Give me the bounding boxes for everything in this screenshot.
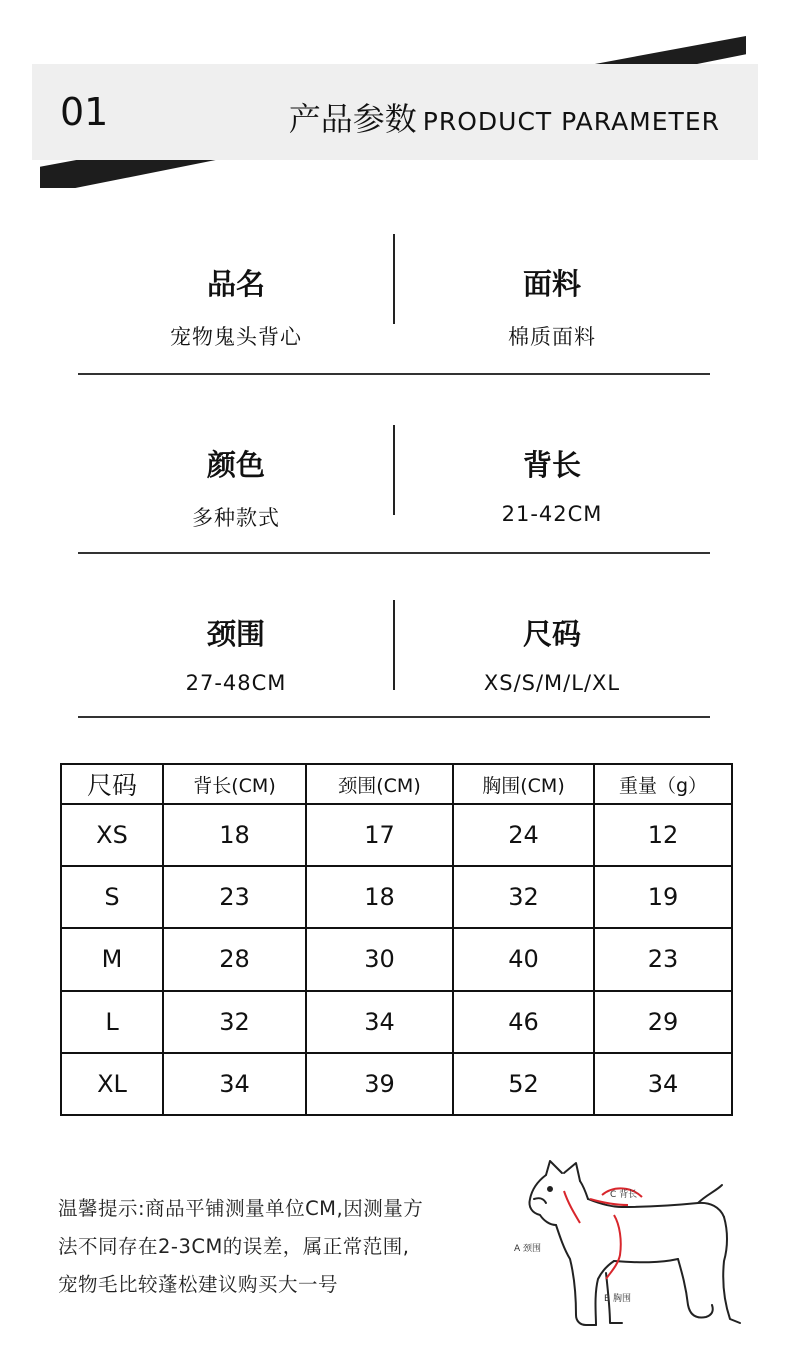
param-label: 面料: [522, 267, 581, 301]
param-color-cell: [78, 443, 394, 532]
param-label: 品名: [206, 267, 265, 301]
param-value: 21-42CM: [501, 502, 603, 526]
table-cell: 28: [163, 928, 306, 990]
label-neck: A 颈围: [514, 1244, 542, 1254]
measurement-note: [58, 1190, 498, 1304]
table-row: [61, 991, 732, 1053]
param-value: 27-48CM: [185, 671, 287, 695]
table-cell: XS: [61, 804, 163, 866]
column-divider: [393, 425, 395, 515]
section-title: [289, 94, 720, 140]
param-name-cell: [78, 262, 394, 351]
table-cell: XL: [61, 1053, 163, 1115]
dog-outline-icon: [529, 1161, 740, 1325]
table-cell: 34: [306, 991, 453, 1053]
param-value: XS/S/M/L/XL: [483, 671, 621, 695]
table-cell: 52: [453, 1053, 594, 1115]
table-row: [61, 804, 732, 866]
table-row: [61, 1053, 732, 1115]
table-header: 胸围(CM): [453, 764, 594, 804]
section-title-en: PRODUCT PARAMETER: [422, 107, 720, 136]
table-cell: 23: [163, 866, 306, 928]
table-header: 重量（g）: [594, 764, 732, 804]
section-title-cn: 产品参数: [288, 100, 417, 138]
table-row: [61, 928, 732, 990]
table-cell: 12: [594, 804, 732, 866]
table-cell: 19: [594, 866, 732, 928]
param-back-length-cell: [394, 443, 710, 526]
table-cell: 24: [453, 804, 594, 866]
param-size-cell: [394, 612, 710, 695]
column-divider: [393, 600, 395, 690]
table-cell: 18: [163, 804, 306, 866]
table-cell: 23: [594, 928, 732, 990]
param-fabric-cell: [394, 262, 710, 351]
table-cell: 18: [306, 866, 453, 928]
table-cell: 46: [453, 991, 594, 1053]
param-label: 颈围: [206, 617, 265, 651]
row-divider: [78, 373, 710, 375]
dog-measurement-diagram: [510, 1155, 750, 1340]
note-line: 宠物毛比较蓬松建议购买大一号: [58, 1273, 339, 1296]
table-cell: 39: [306, 1053, 453, 1115]
table-cell: L: [61, 991, 163, 1053]
table-header: 颈围(CM): [306, 764, 453, 804]
param-value: 棉质面料: [508, 325, 596, 349]
table-cell: 34: [594, 1053, 732, 1115]
table-cell: 40: [453, 928, 594, 990]
param-label: 背长: [522, 448, 581, 482]
table-header-row: [61, 764, 732, 804]
section-number: 01: [60, 90, 109, 134]
label-back-length: C 背长: [610, 1190, 638, 1200]
note-line: 温馨提示:商品平铺测量单位CM,因测量方: [58, 1197, 424, 1220]
table-cell: 32: [163, 991, 306, 1053]
table-cell: 34: [163, 1053, 306, 1115]
table-header: 背长(CM): [163, 764, 306, 804]
label-chest: B 胸围: [604, 1294, 632, 1304]
param-label: 尺码: [522, 617, 581, 651]
column-divider: [393, 234, 395, 324]
table-cell: 30: [306, 928, 453, 990]
row-divider: [78, 552, 710, 554]
row-divider: [78, 716, 710, 718]
table-cell: M: [61, 928, 163, 990]
table-cell: 32: [453, 866, 594, 928]
table-cell: 17: [306, 804, 453, 866]
param-label: 颜色: [206, 448, 265, 482]
table-header: 尺码: [61, 764, 163, 804]
measurement-lines: [564, 1188, 642, 1279]
note-line: 法不同存在2-3CM的误差，属正常范围,: [58, 1235, 410, 1258]
table-cell: 29: [594, 991, 732, 1053]
table-row: [61, 866, 732, 928]
param-value: 宠物鬼头背心: [170, 325, 302, 349]
table-cell: S: [61, 866, 163, 928]
param-value: 多种款式: [192, 506, 280, 530]
size-table: [60, 763, 733, 1116]
param-neck-cell: [78, 612, 394, 695]
